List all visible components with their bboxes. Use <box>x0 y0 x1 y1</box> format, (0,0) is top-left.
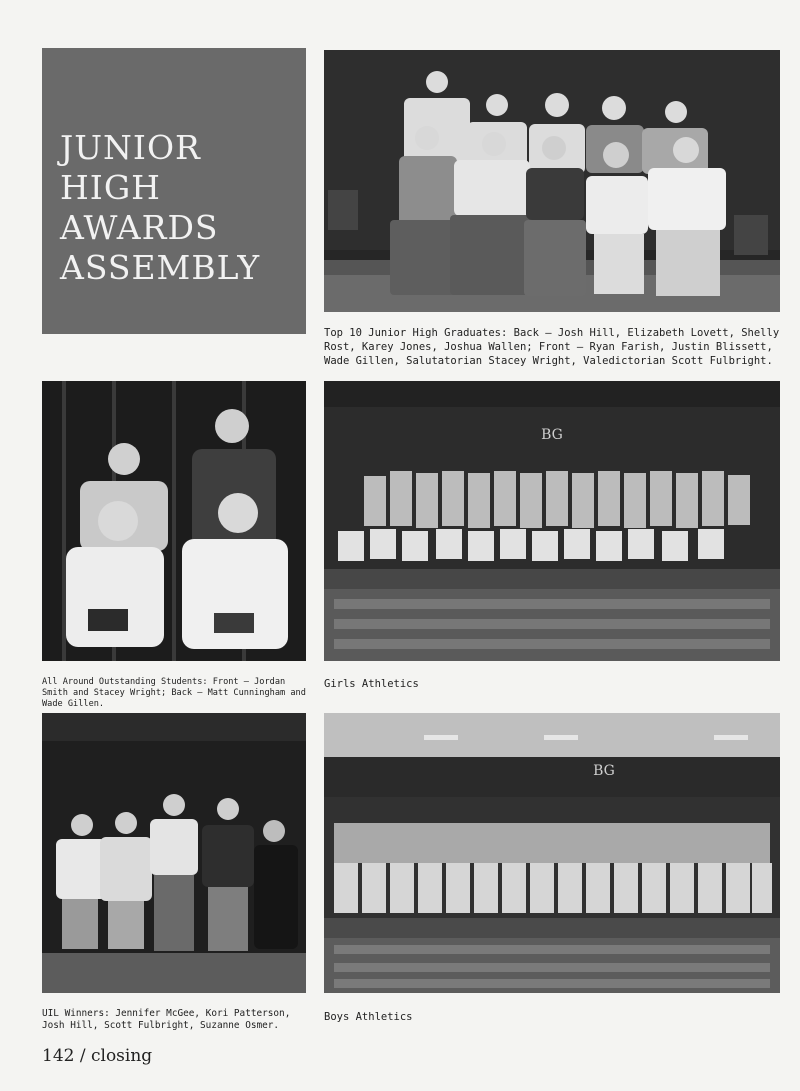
title-block <box>42 48 306 334</box>
caption-top-ten-graduates: Top 10 Junior High Graduates: Back — Josh Hill, Elizabeth Lovett, Shelly Rost, Karey Jones, Joshua Wallen; Front — Ryan Farish, Justin Blissett, Wade Gillen, Salutatorian Stacey Wright, Valedictorian Scott Fulbright. <box>324 327 780 367</box>
photo-girls-athletics <box>324 381 780 661</box>
caption-all-around-students: All Around Outstanding Students: Front — Jordan Smith and Stacey Wright; Back — Matt Cunningham and Wade Gillen. <box>42 677 306 709</box>
caption-girls-athletics: Girls Athletics <box>324 678 419 690</box>
caption-boys-athletics: Boys Athletics <box>324 1011 413 1023</box>
photo-top-ten-graduates <box>324 50 780 312</box>
photo-all-around-students <box>42 381 306 661</box>
page-title: JUNIOR HIGH AWARDS ASSEMBLY <box>60 128 261 287</box>
banner-letters: BG <box>593 763 615 779</box>
photo-boys-athletics <box>324 713 780 993</box>
photo-uil-winners <box>42 713 306 993</box>
banner-letters: BG <box>541 427 563 443</box>
caption-uil-winners: UIL Winners: Jennifer McGee, Kori Patterson, Josh Hill, Scott Fulbright, Suzanne Osmer. <box>42 1008 291 1031</box>
page-folio: 142 / closing <box>42 1046 153 1066</box>
